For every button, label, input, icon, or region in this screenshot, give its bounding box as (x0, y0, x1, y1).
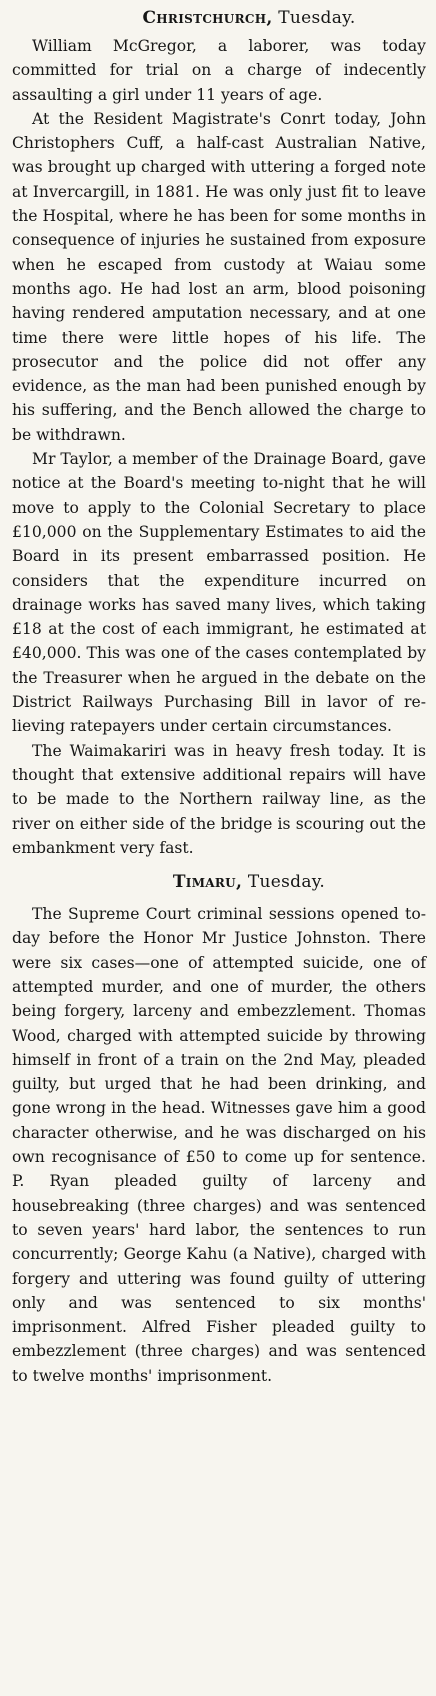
dateline-place: Christchurch, (142, 8, 273, 28)
dateline-day: Tuesday. (278, 8, 356, 28)
article-paragraph: Mr Taylor, a member of the Drainage Board, gave notice at the Board's meeting to-night that he will move to apply to the Colonial Secretary to place £10,000 on the Supplementary Estimates to aid the Board in its present embarrassed position. He considers that the expenditure incurred on drainage works has saved many lives, which taking £18 at the cost of each immigrant, he estimated at £40,000. This was one of the cases contemplated by the Treasurer when he argued in the debate on the District Railways Purchasing Bill in lavor of relieving ratepayers under certain circumstances. (12, 450, 426, 736)
dateline-day: Tuesday. (247, 872, 326, 893)
article-paragraph: The Supreme Court criminal sessions opened to-day before the Honor Mr Justice Johnston. There were six cases—one of attempted suicide, one of attempted murder, and one of murder, the others being forgery, larceny and embezzlement. Thomas Wood, charged with attempted suicide by throwing himself in front of a train on the 2nd May, pleaded guilty, but urged that he had been drinking, and gone wrong in the head. Witnesses gave him a good character otherwise, and he was discharged on his own recognisance of £50 to come up for sentence. P. Ryan pleaded guilty of larceny and housebreaking (three charges) and was sentenced to seven years' hard labor, the sentences to run concurrently; George Kahu (a Native), charged with forgery and uttering was found guilty of uttering only and was sentenced to six months' imprisonment. Alfred Fisher pleaded guilty to embezzlement (three charges) and was sentenced to twelve months' imprisonment. (12, 905, 426, 1385)
dateline-timaru (12, 870, 426, 894)
article-paragraph: The Waimakariri was in heavy fresh today. It is thought that extensive additional repairs will have to be made to the Northern railway line, as the river on either side of the bridge is scouring out the embankment very fast. (12, 741, 426, 857)
dateline-place: Timaru, (172, 872, 243, 893)
article-paragraph: At the Resident Magistrate's Conrt today, John Christophers Cuff, a half-cast Australian Native, was brought up charged with uttering a forged note at Invercargill, in 1881. He was only just fit to leave the Hospital, where he has been for some months in consequence of injuries he sustained from exposure when he escaped from custody at Waiau some months ago. He had lost an arm, blood poisoning having rendered amputation necessary, and at one time there were little hopes of his life. The prosecutor and the police did not offer any evidence, as the man had been punished enough by his suffering, and the Bench allowed the charge to be withdrawn. (12, 109, 426, 444)
dateline-christchurch (12, 6, 426, 30)
article-paragraph: William McGregor, a laborer, was today committed for trial on a charge of indecently assaulting a girl under 11 years of age. (12, 37, 426, 104)
